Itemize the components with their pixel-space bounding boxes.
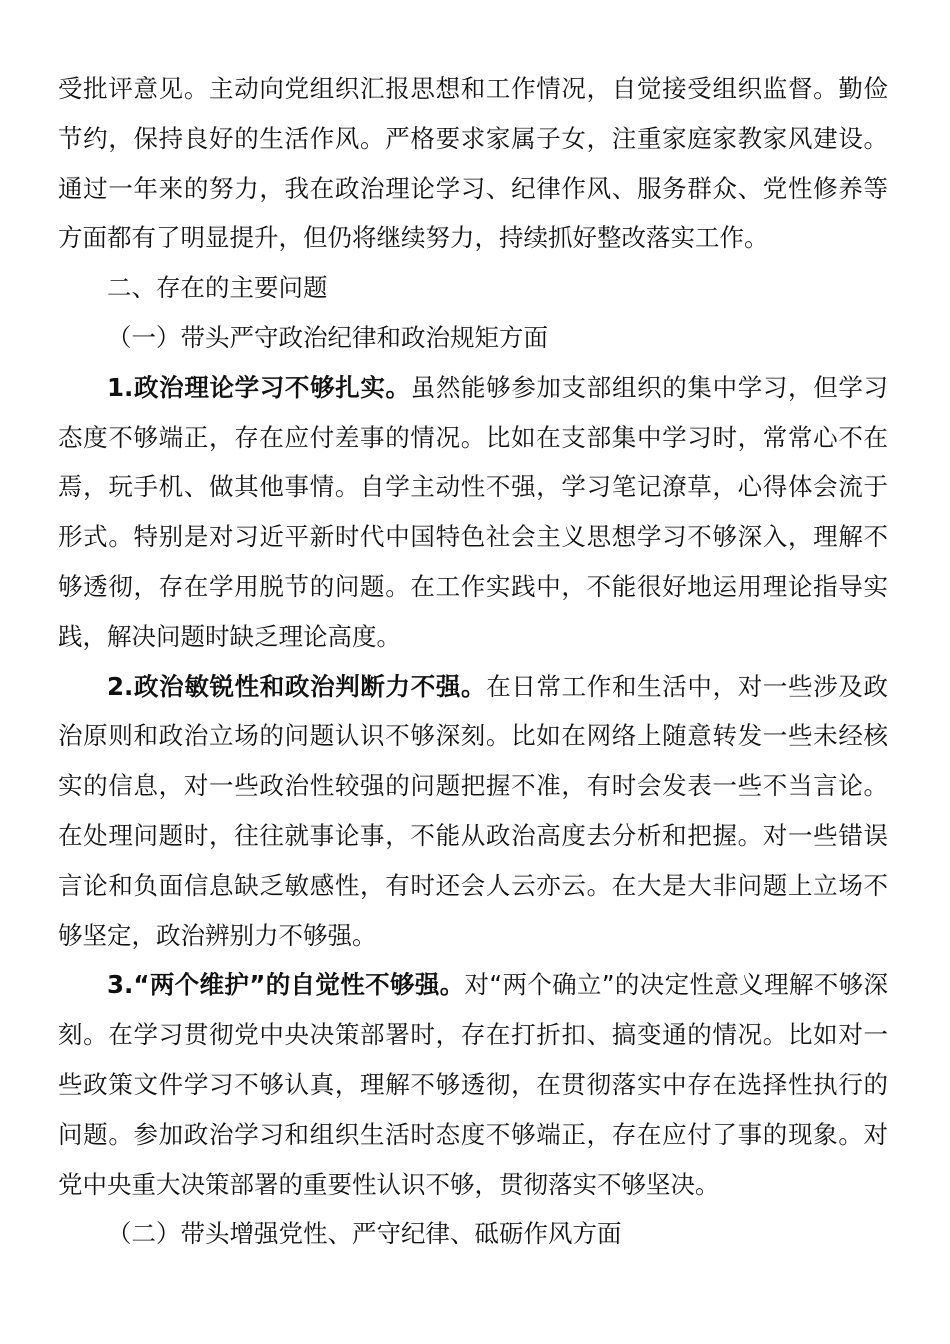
problem-item-1-body: 虽然能够参加支部组织的集中学习，但学习态度不够端正，存在应付差事的情况。比如在支部集中学习时，常常心不在焉，玩手机、做其他事情。自学主动性不强，学习笔记潦草，心得体会流于形式。特别是对习近平新时代中国特色社会主义思想学习不够深入，理解不够透彻，存在学用脱节的问题。在工作实践中，不能很好地运用理论指导实践，解决问题时缺乏理论高度。	[58, 372, 889, 651]
section-heading: 二、存在的主要问题	[107, 273, 328, 303]
document-body	[58, 64, 888, 1259]
subsection-heading-1: （一）带头严守政治纪律和政治规矩方面	[107, 322, 548, 352]
problem-item-3-title: 3.“两个维护”的自觉性不够强。	[107, 970, 465, 1000]
problem-item-3-body: 对“两个确立”的决定性意义理解不够深刻。在学习贯彻党中央决策部署时，存在打折扣、搞变通的情况。比如对一些政策文件学习不够认真，理解不够透彻，在贯彻落实中存在选择性执行的问题。参加政治学习和组织生活时态度不够端正，存在应付了事的现象。对党中央重大决策部署的重要性认识不够，贯彻落实不够坚决。	[58, 970, 888, 1199]
problem-item-2-body: 在日常工作和生活中，对一些涉及政治原则和政治立场的问题认识不够深刻。比如在网络上随意转发一些未经核实的信息，对一些政治性较强的问题把握不准，有时会发表一些不当言论。在处理问题时，往往就事论事，不能从政治高度去分析和把握。对一些错误言论和负面信息缺乏敏感性，有时还会人云亦云。在大是大非问题上立场不够坚定，政治辨别力不够强。	[58, 671, 889, 950]
problem-item-2-title: 2.政治敏锐性和政治判断力不强。	[107, 671, 487, 701]
subsection-heading-2: （二）带头增强党性、严守纪律、砥砺作风方面	[107, 1219, 622, 1249]
problem-item-3	[58, 960, 888, 1209]
problem-item-1-title: 1.政治理论学习不够扎实。	[107, 372, 411, 402]
problem-item-1	[58, 363, 888, 662]
continuation-paragraph: 受批评意见。主动向党组织汇报思想和工作情况，自觉接受组织监督。勤俭节约，保持良好的生活作风。严格要求家属子女，注重家庭家教家风建设。通过一年来的努力，我在政治理论学习、纪律作风、服务群众、党性修养等方面都有了明显提升，但仍将继续努力，持续抓好整改落实工作。	[58, 74, 888, 253]
problem-item-2	[58, 662, 888, 961]
